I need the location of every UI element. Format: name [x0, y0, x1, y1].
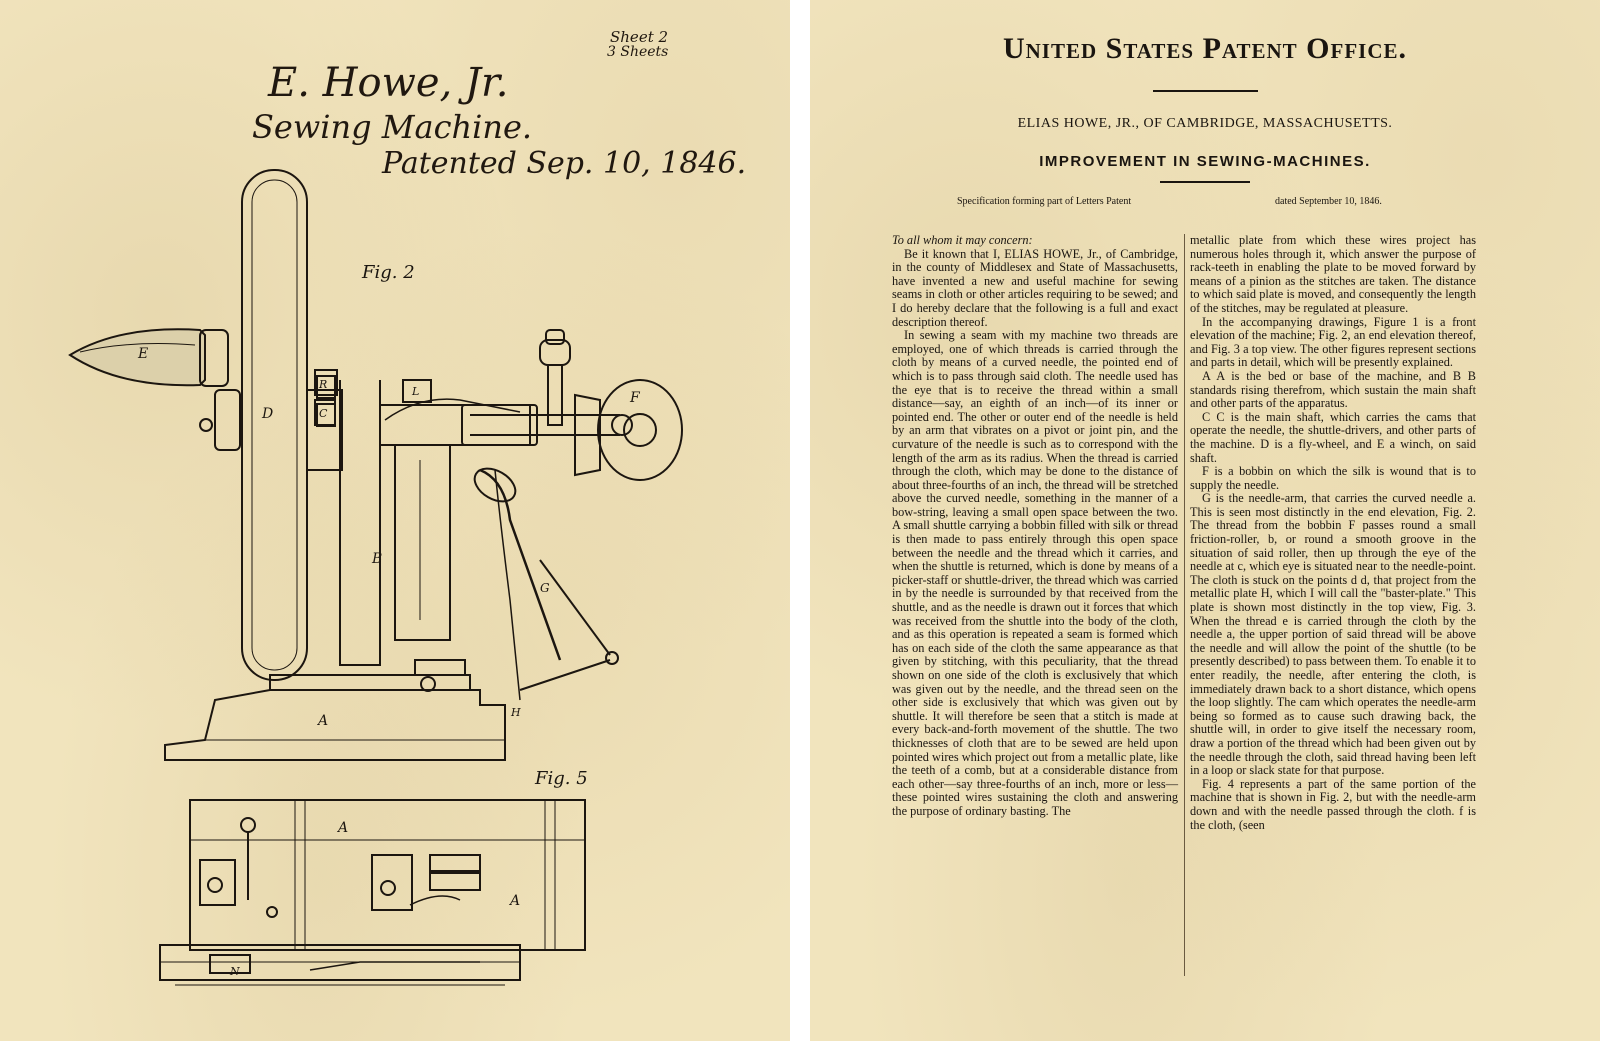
bobbin-f [598, 380, 682, 480]
svg-text:B: B [372, 551, 383, 567]
svg-text:H: H [511, 706, 521, 719]
drawing-sheet [0, 0, 790, 1041]
spec-left: Specification forming part of Letters Patent [957, 196, 1132, 207]
svg-text:A: A [338, 820, 349, 836]
svg-text:C: C [319, 407, 328, 420]
drawing-title: Sewing Machine. [252, 108, 533, 146]
paragraph: In sewing a seam with my machine two threads are employed, one of which threads is carried through the cloth by means of a curved needle, the pointed end of which is to pass through said cloth. The needle used has the eye that is to receive the thread within a small distance—say, an eighth of an inch—of its inner or pointed end. The other or outer end of the needle is held by an arm that vibrates on a pivot or joint pin, and the curvature of the needle is such as to correspond with the length of the arm as its radius. When the thread is carried through the cloth, which may be done to the distance of about three-fourths of an inch, the thread will be stretched above the curved needle, something in the manner of a bow-string, leaving a small open space between the two. A small shuttle carrying a bobbin filled with silk or thread is then made to pass entirely through this open space between the needle and the thread which it carries, and when the shuttle is returned, which is done by means of a picker-staff or shuttle-driver, the thread which was carried in by the needle is surrounded by that received from the shuttle, and as the needle is drawn out it forces that which was received from the shuttle into the body of the cloth, and as this operation is repeated a seam is formed which has on each side of the cloth the same appearance as that given by stitching, with this peculiarity, that the thread shown on one side of the cloth is exclusively that which was given out by the needle, and the thread seen on the other side is exclusively that which was given out by shuttle. It will therefore be seen that a stitch is made at every back-and-forth movement of the shuttle. The two thicknesses of cloth that are to be sewed are held upon pointed wires which project out from a metallic plate, like the teeth of a comb, but at a considerable distance from each other—say three-fourths of an inch, more or less—these pointed wires sustaining the cloth and answering the purpose of ordinary basting. The [892, 328, 1178, 818]
patented-date: Patented Sep. 10, 1846. [382, 146, 747, 181]
paragraph: F is a bobbin on which the silk is wound that is to supply the needle. [1190, 464, 1476, 492]
standard-b [340, 380, 383, 665]
inventor-line: ELIAS HOWE, JR., OF CAMBRIDGE, MASSACHUSETTS. [1017, 116, 1393, 131]
salutation: To all whom it may concern: [892, 233, 1033, 247]
sheet-number: Sheet 2 [610, 28, 669, 46]
svg-text:R: R [319, 378, 328, 391]
paragraph: C C is the main shaft, which carries the cams that operate the needle, the shuttle-drivers, and other parts of the machine. D is a fly-wheel, and E a winch, on said shaft. [1190, 409, 1476, 465]
svg-text:A: A [510, 893, 521, 909]
drawing-inventor: E. Howe, Jr. [268, 60, 509, 106]
paragraph: metallic plate from which these wires project has numerous holes through it, which answer the purpose of rack-teeth in enabling the plate to be moved forward by means of a pinion as the stitches are taken. The distance to which said plate is moved, and consequently the length of the stitches, may be regulated at pleasure. [1190, 233, 1476, 315]
sheets-count: 3 Sheets [607, 44, 669, 60]
svg-text:D: D [262, 406, 274, 422]
title-rule [1160, 181, 1250, 183]
svg-text:G: G [540, 581, 550, 595]
fig-5-label: Fig. 5 [535, 768, 588, 789]
text-column-2 [1190, 234, 1476, 832]
paragraph: In the accompanying drawings, Figure 1 is a front elevation of the machine; Fig. 2, an end elevation thereof, and Fig. 3 a top view. The other figures represent sections and parts in detail, which will be presently explained. [1190, 314, 1476, 370]
office-heading: United States Patent Office. [1002, 32, 1408, 65]
document-sheet [810, 0, 1600, 1041]
paragraph: Be it known that I, ELIAS HOWE, Jr., of Cambridge, in the county of Middlesex and State of Massachusetts, have invented a new and useful machine for sewing seams in cloth or other articles requiring to be sewed; and I do hereby declare that the following is a full and exact description thereof. [892, 246, 1178, 329]
svg-text:F: F [630, 390, 640, 406]
column-divider [1184, 234, 1185, 976]
paragraph: Fig. 4 represents a part of the same portion of the machine that is shown in Fig. 2, but with the needle-arm down and with the needle passed through the cloth. f is the cloth, (seen [1190, 776, 1476, 832]
heading-rule [1153, 90, 1258, 92]
sewing-machine-drawing [0, 0, 790, 1041]
fig-5-assembly [190, 800, 585, 950]
improvement-title: IMPROVEMENT IN SEWING-MACHINES. [1039, 153, 1371, 170]
svg-text:A: A [318, 713, 329, 729]
svg-text:L: L [412, 385, 420, 398]
svg-text:E: E [138, 346, 149, 362]
base-a [165, 690, 505, 760]
paragraph: A A is the bed or base of the machine, and B B standards rising therefrom, which sustain the main shaft and other parts of the apparatus. [1190, 368, 1476, 411]
spec-right: dated September 10, 1846. [1275, 196, 1382, 207]
svg-text:N: N [230, 965, 240, 978]
text-column-1 [892, 234, 1178, 819]
fig-2-label: Fig. 2 [362, 262, 415, 283]
paragraph: G is the needle-arm, that carries the curved needle a. This is seen most distinctly in the end elevation, Fig. 2. The thread from the bobbin F passes round a small friction-roller, b, or round a smooth groove in the situation of said roller, then up through the eye of the needle at c, which eye is situated near to the needle-point. The cloth is stuck on the points d d, that project from the metallic plate H, which I will call the "baster-plate." This plate is shown most distinctly in the top view, Fig. 3. When the thread e is carried through the cloth by the needle a, the upper portion of said thread will be above the needle and will allow the point of the shuttle (to be presently described) to pass between them. To enable it to enter readily, the needle, after entering the cloth, is immediately drawn back to a short distance, which opens the loop slightly. The cam which operates the needle-arm being so formed as to cause such drawing back, the shuttle will, in order to give itself the necessary room, draw a portion of the thread which had been given out by the needle through the cloth, said thread having been left in a loop or slack state for that purpose. [1190, 491, 1476, 778]
